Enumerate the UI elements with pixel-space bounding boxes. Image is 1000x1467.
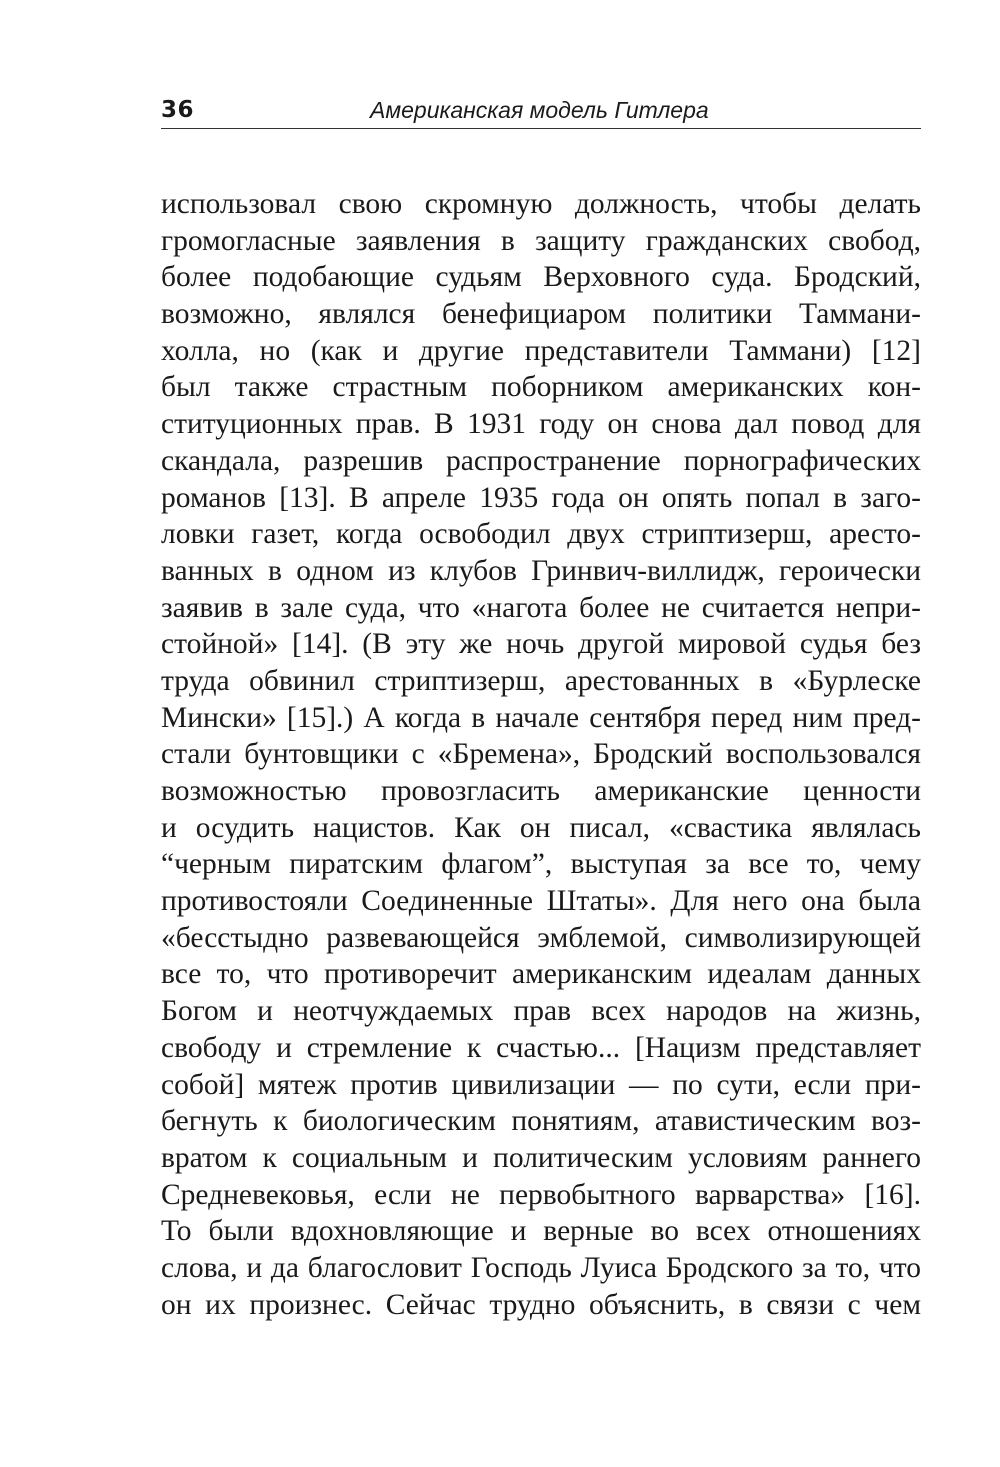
running-header — [161, 92, 921, 129]
text-line: возможностью провозгласить американские ценности — [161, 775, 921, 807]
text-line: Средневековья, если не первобытного варварства» [16]. — [161, 1178, 921, 1211]
text-line: вратом к социальным и политическим условиям раннего — [161, 1141, 921, 1174]
text-line: и осудить нацистов. Как он писал, «свастика являлась — [161, 811, 921, 844]
text-line: более подобающие судьям Верховного суда. Бродский, — [161, 261, 921, 294]
body-text — [161, 186, 921, 1323]
text-line: холла, но (как и другие представители Таммани) [12] — [161, 334, 921, 367]
text-line: “черным пиратским флагом”, выступая за все то, чему — [161, 848, 921, 881]
text-line: «бесстыдно развевающейся эмблемой, символизирующей — [161, 921, 921, 954]
text-line: То были вдохновляющие и верные во всех отношениях — [161, 1215, 921, 1248]
text-line: ституционных прав. В 1931 году он снова дал повод для — [161, 408, 921, 441]
text-line: Богом и неотчуждаемых прав всех народов на жизнь, — [161, 995, 921, 1028]
text-line: возможно, являлся бенефициаром политики Таммани- — [161, 298, 921, 331]
text-line: стойной» [14]. (В эту же ночь другой мировой судья без — [161, 628, 921, 661]
text-line: бегнуть к биологическим понятиям, атавистическим воз- — [161, 1105, 921, 1138]
text-line: он их произнес. Сейчас трудно объяснить, в связи с чем — [161, 1288, 921, 1321]
text-line: был также страстным поборником американских кон- — [161, 371, 921, 404]
text-line: свободу и стремление к счастью... [Нацизм представляет — [161, 1031, 921, 1064]
text-line: труда обвинил стриптизерш, арестованных в «Бурлеске — [161, 664, 921, 697]
text-line: противостояли Соединенные Штаты». Для него она была — [161, 885, 921, 918]
text-line: ловки газет, когда освободил двух стриптизерш, аресто- — [161, 518, 921, 551]
text-line: громогласные заявления в защиту гражданских свобод, — [161, 224, 921, 257]
text-line: Мински» [15].) А когда в начале сентября перед ним пред- — [161, 701, 921, 734]
text-line: скандала, разрешив распространение порнографических — [161, 444, 921, 477]
running-title: Американская модель Гитлера — [370, 97, 709, 123]
text-line: все то, что противоречит американским идеалам данных — [161, 958, 921, 991]
text-line: использовал свою скромную должность, чтобы делать — [161, 188, 921, 220]
text-line: ванных в одном из клубов Гринвич-виллидж, героически — [161, 554, 921, 587]
text-line: слова, и да благословит Господь Луиса Бродского за то, что — [161, 1251, 921, 1284]
text-line: стали бунтовщики с «Бремена», Бродский воспользовался — [161, 738, 921, 771]
text-line: собой] мятеж против цивилизации — по сути, если при- — [161, 1068, 921, 1101]
page-number: 36 — [161, 97, 195, 123]
text-line: романов [13]. В апреле 1935 года он опять попал в заго- — [161, 481, 921, 514]
text-line: заявив в зале суда, что «нагота более не считается непри- — [161, 591, 921, 624]
